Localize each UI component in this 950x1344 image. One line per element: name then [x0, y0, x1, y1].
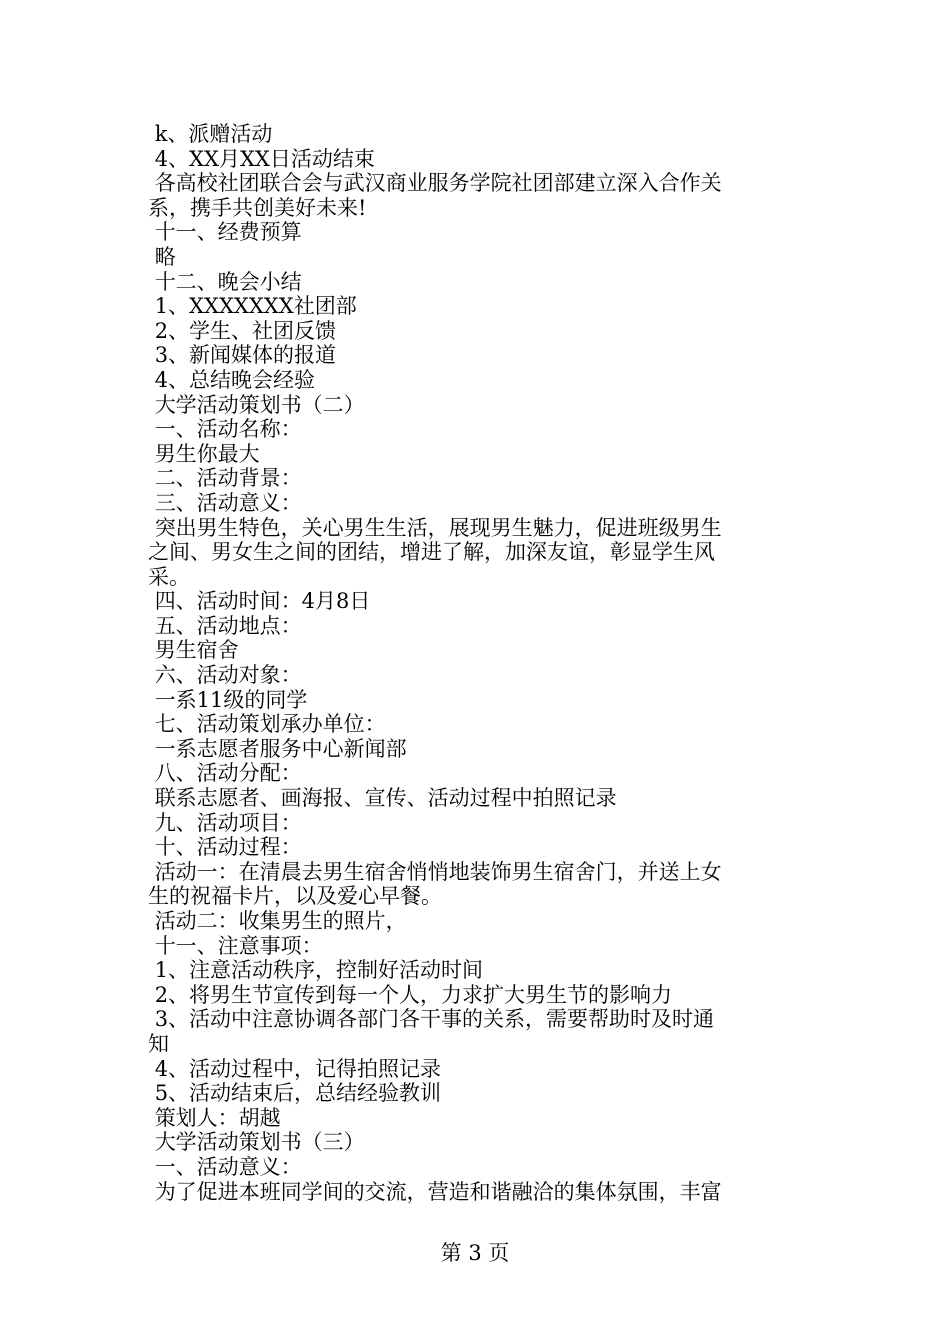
- text-line: 十、活动过程：: [148, 835, 302, 860]
- text-line: 大学活动策划书（二）: [148, 392, 365, 417]
- text-line: 五、活动地点：: [148, 613, 302, 638]
- text-line: 八、活动分配：: [148, 761, 302, 786]
- text-line: 一系11级的同学: [148, 687, 308, 712]
- page-number: 第 3 页: [440, 1241, 510, 1265]
- text-line: 3、活动中注意协调各部门各干事的关系，需要帮助时及时通: [148, 1007, 715, 1032]
- text-line: 生的祝福卡片，以及爱心早餐。: [148, 884, 442, 909]
- text-line: 联系志愿者、画海报、宣传、活动过程中拍照记录: [148, 786, 617, 811]
- text-line: 活动二：收集男生的照片，: [148, 909, 407, 933]
- text-line: 二、活动背景：: [148, 466, 302, 491]
- text-line: 男生宿舍: [148, 638, 239, 663]
- text-line: 知: [148, 1031, 169, 1056]
- text-line: 一、活动意义：: [148, 1154, 302, 1179]
- text-line: k、派赠活动: [148, 122, 273, 146]
- text-line: 一系志愿者服务中心新闻部: [148, 736, 407, 761]
- text-line: 之间、男女生之间的团结，增进了解，加深友谊，彰显学生风: [148, 540, 715, 565]
- text-line: 十二、晚会小结: [148, 269, 302, 294]
- text-line: 2、将男生节宣传到每一个人，力求扩大男生节的影响力: [148, 982, 673, 1007]
- text-line: 九、活动项目：: [148, 810, 302, 835]
- text-line: 大学活动策划书（三）: [148, 1130, 365, 1155]
- text-line: 各高校社团联合会与武汉商业服务学院社团部建立深入合作关: [148, 171, 722, 196]
- text-line: 十一、经费预算: [148, 220, 302, 245]
- text-line: 四、活动时间：4月8日: [148, 589, 371, 614]
- text-line: 5、活动结束后，总结经验教训: [148, 1081, 442, 1106]
- text-line: 3、新闻媒体的报道: [148, 343, 337, 368]
- text-line: 1、XXXXXXX社团部: [148, 294, 357, 319]
- text-line: 一、活动名称：: [148, 417, 302, 442]
- text-line: 策划人：胡越: [148, 1105, 281, 1130]
- text-line: 4、活动过程中，记得拍照记录: [148, 1056, 442, 1081]
- text-line: 4、XX月XX日活动结束: [148, 146, 375, 171]
- text-line: 十一、注意事项：: [148, 933, 323, 958]
- text-line: 采。: [148, 564, 190, 589]
- text-line: 1、注意活动秩序，控制好活动时间: [148, 958, 484, 983]
- text-line: 活动一：在清晨去男生宿舍悄悄地装饰男生宿舍门，并送上女: [148, 859, 722, 884]
- text-line: 2、学生、社团反馈: [148, 318, 337, 343]
- text-line: 六、活动对象：: [148, 663, 302, 688]
- text-line: 4、总结晚会经验: [148, 367, 316, 392]
- text-line: 为了促进本班同学间的交流，营造和谐融洽的集体氛围，丰富: [148, 1179, 722, 1204]
- text-line: 男生你最大: [148, 441, 260, 466]
- text-line: 三、活动意义：: [148, 490, 302, 515]
- text-line: 系，携手共创美好未来!: [148, 195, 367, 220]
- document-body: [148, 122, 808, 1204]
- text-line: 七、活动策划承办单位：: [148, 712, 386, 737]
- text-line: 略: [148, 244, 176, 269]
- text-line: 突出男生特色，关心男生生活，展现男生魅力，促进班级男生: [148, 515, 722, 540]
